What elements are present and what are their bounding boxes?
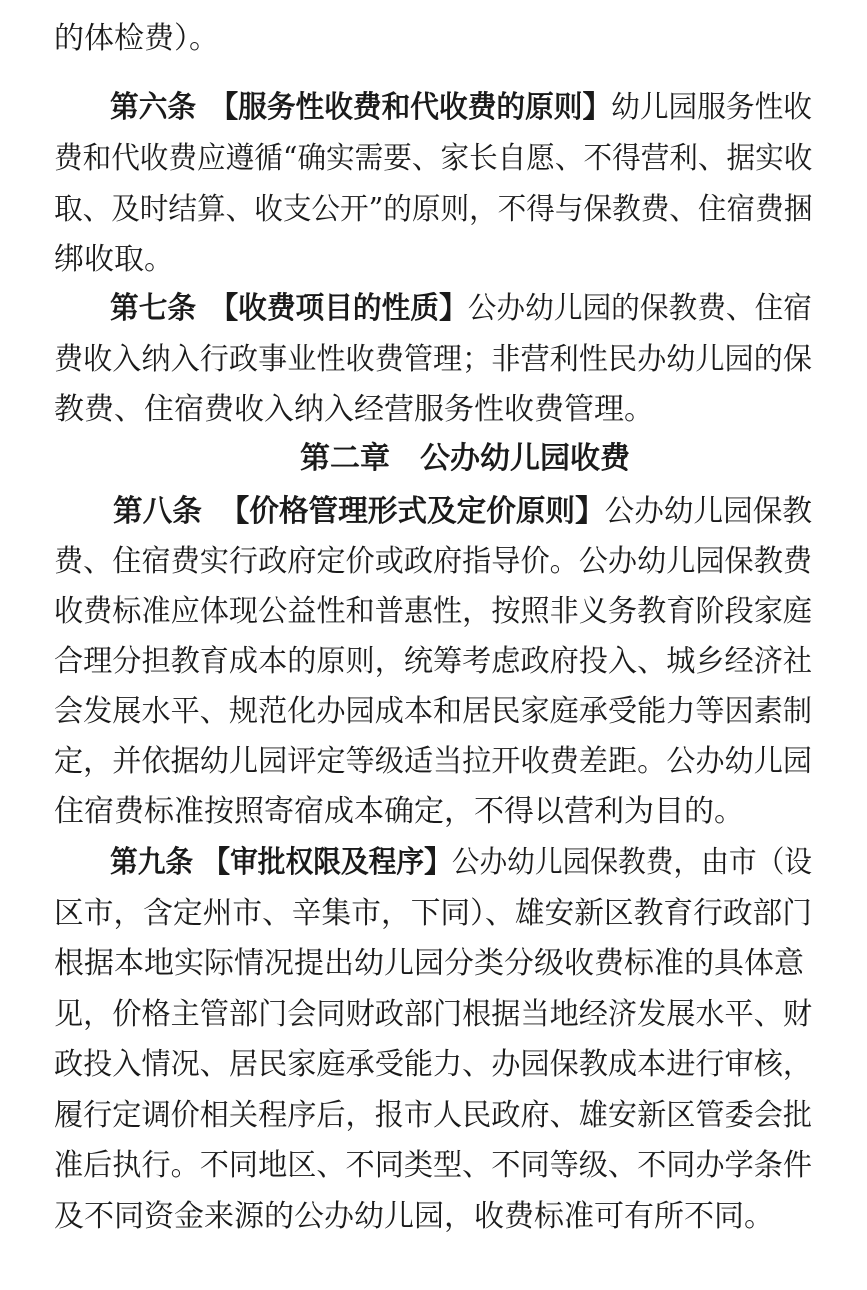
paragraph-line: 费和代收费应遵循“确实需要、家长自愿、不得营利、据实收 [54,141,813,176]
article-8-title: 【价格管理形式及定价原则】 [219,494,605,529]
article-6-title: 【服务性收费和代收费的原则】 [209,90,612,125]
article-9-first-line [110,845,812,881]
paragraph-line: 费、住宿费实行政府定价或政府指导价。公办幼儿园保教费 [54,544,812,579]
article-7-first-line [110,291,812,327]
article-9-text: 公办幼儿园保教费，由市（设 [451,845,812,880]
paragraph-line: 履行定调价相关程序后，报市人民政府、雄安新区管委会批 [54,1098,812,1133]
chapter-heading: 第二章 公办幼儿园收费 [300,441,630,476]
article-7-title: 【收费项目的性质】 [209,291,468,326]
paragraph-line: 收费标准应体现公益性和普惠性，按照非义务教育阶段家庭 [54,594,812,629]
paragraph-line: 根据本地实际情况提出幼儿园分类分级收费标准的具体意 [54,946,804,981]
paragraph-line: 费收入纳入行政事业性收费管理；非营利性民办幼儿园的保 [54,342,812,377]
paragraph-line: 政投入情况、居民家庭承受能力、办园保教成本进行审核， [54,1047,812,1082]
article-8-number: 第八条 [113,494,202,529]
paragraph-line: 准后执行。不同地区、不同类型、不同等级、不同办学条件 [54,1148,812,1183]
paragraph-line: 的体检费）。 [54,21,219,56]
paragraph-line: 区市，含定州市、辛集市，下同）、雄安新区教育行政部门 [54,896,812,931]
paragraph-line: 会发展水平、规范化办园成本和居民家庭承受能力等因素制 [54,694,812,729]
article-7-text: 公办幼儿园的保教费、住宿 [467,291,812,326]
paragraph-line: 取、及时结算、收支公开”的原则，不得与保教费、住宿费捆 [54,192,813,227]
article-6-first-line [110,90,812,126]
article-6-number: 第六条 [110,90,197,125]
paragraph-line: 见，价格主管部门会同财政部门根据当地经济发展水平、财 [54,997,812,1032]
paragraph-line: 住宿费标准按照寄宿成本确定，不得以营利为目的。 [54,794,744,829]
article-8-text: 公办幼儿园保教 [604,494,812,529]
article-7-number: 第七条 [110,291,197,326]
article-9-number: 第九条 [110,845,194,880]
paragraph-line: 及不同资金来源的公办幼儿园，收费标准可有所不同。 [54,1199,774,1234]
article-6-text: 幼儿园服务性收 [611,90,812,125]
paragraph-line: 定，并依据幼儿园评定等级适当拉开收费差距。公办幼儿园 [54,744,812,779]
paragraph-line: 绑收取。 [54,242,174,277]
article-9-title: 【审批权限及程序】 [202,845,452,880]
paragraph-line: 合理分担教育成本的原则，统筹考虑政府投入、城乡经济社 [54,644,812,679]
paragraph-line: 教费、住宿费收入纳入经营服务性收费管理。 [54,392,654,427]
article-8-first-line [113,494,812,530]
